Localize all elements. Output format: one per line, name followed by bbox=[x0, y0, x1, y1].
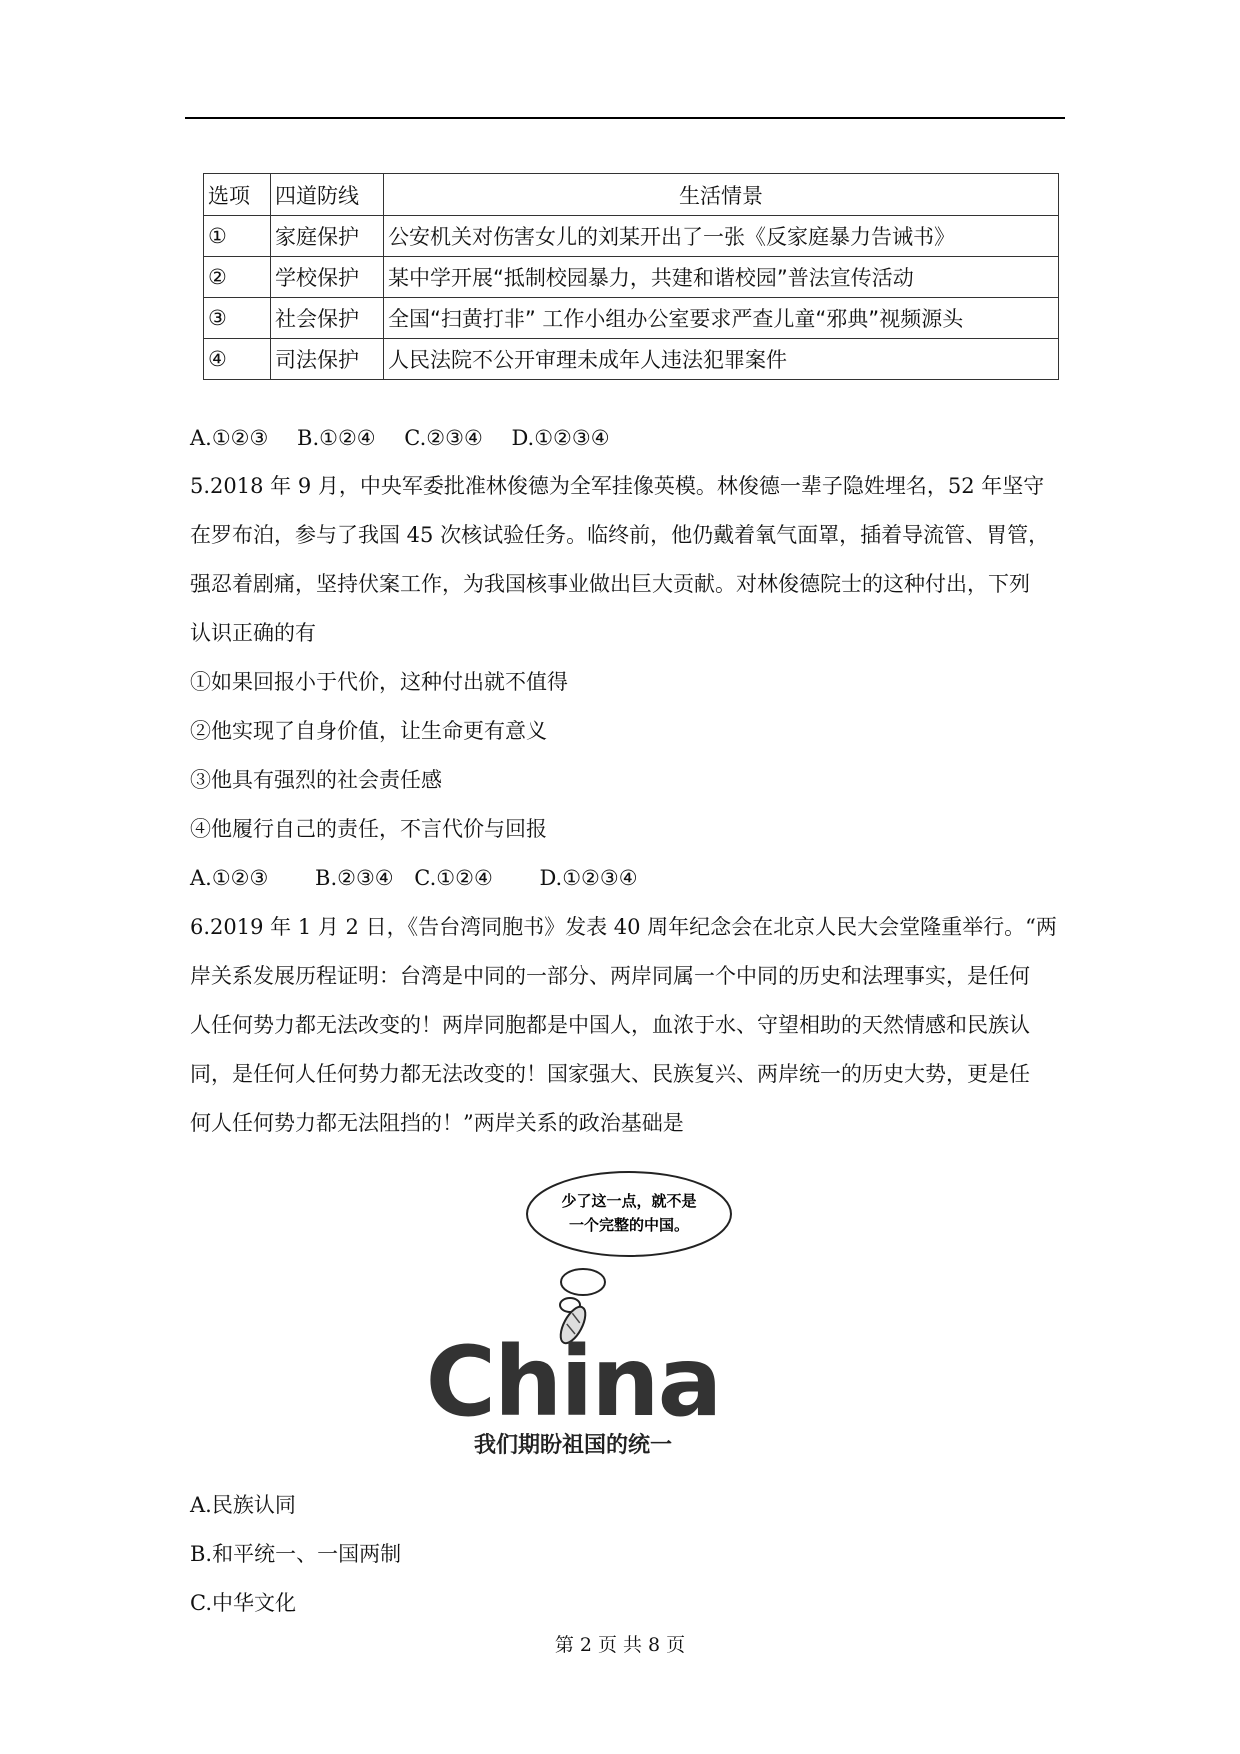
q5-option-d: D.①②③④ bbox=[539, 866, 638, 890]
q4-option-d: D.①②③④ bbox=[511, 426, 610, 450]
table-cell-option: ① bbox=[204, 216, 271, 257]
q5-option-a: A.①②③ bbox=[190, 866, 269, 890]
q5-statement: ③他具有强烈的社会责任感 bbox=[190, 768, 442, 792]
table-row bbox=[204, 298, 1059, 339]
china-cartoon bbox=[395, 1170, 755, 1460]
q5-statement: ④他履行自己的责任，不言代价与回报 bbox=[190, 817, 547, 841]
china-cartoon-svg bbox=[395, 1170, 755, 1460]
q5-stem-line: 在罗布泊，参与了我国 45 次核试验任务。临终前，他仍戴着氧气面罩，插着导流管、胃管， bbox=[190, 523, 1050, 547]
speech-bubble bbox=[527, 1172, 731, 1256]
q4-options bbox=[190, 423, 610, 453]
table-cell-option: ② bbox=[204, 257, 271, 298]
table-header-option: 选项 bbox=[204, 174, 271, 216]
q6-stem-line: 岸关系发展历程证明：台湾是中同的一部分、两岸同属一个中同的历史和法理事实，是任何 bbox=[190, 964, 1030, 988]
bubble-text-line1: 少了这一点，就不是 bbox=[561, 1192, 697, 1210]
q6-stem-line: 人任何势力都无法改变的！两岸同胞都是中国人，血浓于水、守望相助的天然情感和民族认 bbox=[190, 1013, 1030, 1037]
table-cell-line: 家庭保护 bbox=[271, 216, 384, 257]
q5-option-c: C.①②④ bbox=[414, 866, 493, 890]
table-cell-line: 社会保护 bbox=[271, 298, 384, 339]
table-cell-line: 学校保护 bbox=[271, 257, 384, 298]
table-cell-line: 司法保护 bbox=[271, 339, 384, 380]
table-header-row bbox=[204, 174, 1059, 216]
table-header-line: 四道防线 bbox=[271, 174, 384, 216]
table-cell-scene: 人民法院不公开审理未成年人违法犯罪案件 bbox=[384, 339, 1059, 380]
q4-option-a: A.①②③ bbox=[190, 426, 269, 450]
q5-stem-line: 强忍着剧痛，坚持伏案工作，为我国核事业做出巨大贡献。对林俊德院士的这种付出，下列 bbox=[190, 572, 1030, 596]
table-cell-scene: 某中学开展“抵制校园暴力，共建和谐校园”普法宣传活动 bbox=[384, 257, 1059, 298]
table-cell-scene: 公安机关对伤害女儿的刘某开出了一张《反家庭暴力告诫书》 bbox=[384, 216, 1059, 257]
table-header-scene: 生活情景 bbox=[384, 174, 1059, 216]
q6-stem-line: 6.2019 年 1 月 2 日，《告台湾同胞书》发表 40 周年纪念会在北京人民大会堂隆重举行。“两 bbox=[190, 915, 1057, 939]
header-rule bbox=[185, 117, 1065, 119]
q6-stem-line: 同，是任何人任何势力都无法改变的！国家强大、民族复兴、两岸统一的历史大势，更是任 bbox=[190, 1062, 1030, 1086]
q5-stem-line: 认识正确的有 bbox=[190, 621, 316, 645]
table-row bbox=[204, 339, 1059, 380]
q6-option-b: B.和平统一、一国两制 bbox=[190, 1542, 402, 1566]
q5-options bbox=[190, 863, 638, 893]
q6-option-a: A.民族认同 bbox=[190, 1493, 296, 1517]
bubble-text-line2: 一个完整的中国。 bbox=[568, 1216, 690, 1234]
q5-statement: ①如果回报小于代价，这种付出就不值得 bbox=[190, 670, 568, 694]
china-word: China bbox=[425, 1326, 721, 1438]
q5-option-b: B.②③④ bbox=[315, 866, 394, 890]
page-footer: 第 2 页 共 8 页 bbox=[554, 1634, 686, 1656]
table-cell-option: ③ bbox=[204, 298, 271, 339]
q6-option-c: C.中华文化 bbox=[190, 1591, 296, 1615]
table-row bbox=[204, 257, 1059, 298]
table-cell-option: ④ bbox=[204, 339, 271, 380]
thought-dot-large bbox=[561, 1269, 605, 1295]
q6-stem-line: 何人任何势力都无法阻挡的！”两岸关系的政治基础是 bbox=[190, 1111, 684, 1135]
table-cell-scene: 全国“扫黄打非” 工作小组办公室要求严查儿童“邪典”视频源头 bbox=[384, 298, 1059, 339]
cartoon-caption: 我们期盼祖国的统一 bbox=[473, 1433, 673, 1458]
q4-option-b: B.①②④ bbox=[297, 426, 376, 450]
defense-table bbox=[203, 173, 1059, 380]
q5-statement: ②他实现了自身价值，让生命更有意义 bbox=[190, 719, 547, 743]
q5-stem-line: 5.2018 年 9 月，中央军委批准林俊德为全军挂像英模。林俊德一辈子隐姓埋名，52 年坚守 bbox=[190, 474, 1045, 498]
q4-option-c: C.②③④ bbox=[404, 426, 483, 450]
table-row bbox=[204, 216, 1059, 257]
